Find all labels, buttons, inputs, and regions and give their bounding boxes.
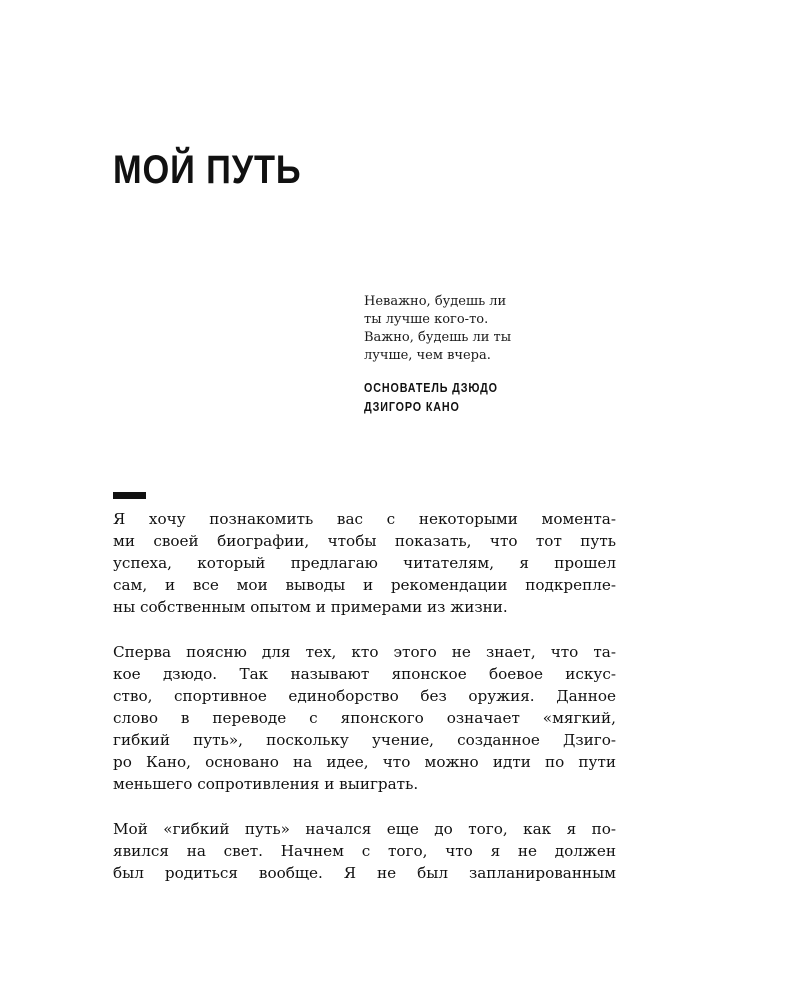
text-line: Я хочу познакомить вас с некоторыми момента-: [113, 510, 616, 528]
epigraph-quote-line: Важно, будешь ли ты: [364, 330, 512, 345]
text-line: гибкий путь», поскольку учение, созданное Дзиго-: [113, 731, 616, 749]
epigraph-quote-line: ты лучше кого-то.: [364, 312, 489, 327]
epigraph-attribution: [364, 379, 570, 417]
paragraph: [113, 641, 616, 795]
text-line: слово в переводе с японского означает «мягкий,: [113, 709, 616, 727]
epigraph-attribution-role: ОСНОВАТЕЛЬ ДЗЮДО: [364, 381, 498, 395]
text-line: кое дзюдо. Так называют японское боевое искус-: [113, 665, 616, 683]
text-line: ми своей биографии, чтобы показать, что тот путь: [113, 532, 616, 550]
text-line: успеха, который предлагаю читателям, я прошел: [113, 554, 616, 572]
text-line: явился на свет. Начнем с того, что я не должен: [113, 842, 616, 860]
text-line: ны собственным опытом и примерами из жизни.: [113, 598, 508, 616]
epigraph-quote: [364, 293, 604, 365]
text-line: сам, и все мои выводы и рекомендации подкрепле-: [113, 576, 616, 594]
epigraph-quote-line: Неважно, будешь ли: [364, 294, 507, 309]
text-line: меньшего сопротивления и выиграть.: [113, 775, 419, 793]
section-marker-bar: [113, 492, 146, 499]
paragraph: [113, 818, 616, 884]
text-line: был родиться вообще. Я не был запланированным: [113, 864, 616, 882]
text-line: ство, спортивное единоборство без оружия. Данное: [113, 687, 616, 705]
body-text: [113, 508, 616, 907]
text-line: Сперва поясню для тех, кто этого не знает, что та-: [113, 643, 616, 661]
text-line: Мой «гибкий путь» начался еще до того, как я по-: [113, 820, 616, 838]
text-line: ро Кано, основано на идее, что можно идти по пути: [113, 753, 616, 771]
chapter-title: МОЙ ПУТЬ: [113, 148, 302, 192]
paragraph: [113, 508, 616, 618]
epigraph-quote-line: лучше, чем вчера.: [364, 348, 491, 363]
epigraph-attribution-name: ДЗИГОРО КАНО: [364, 400, 460, 414]
epigraph: [364, 293, 604, 417]
